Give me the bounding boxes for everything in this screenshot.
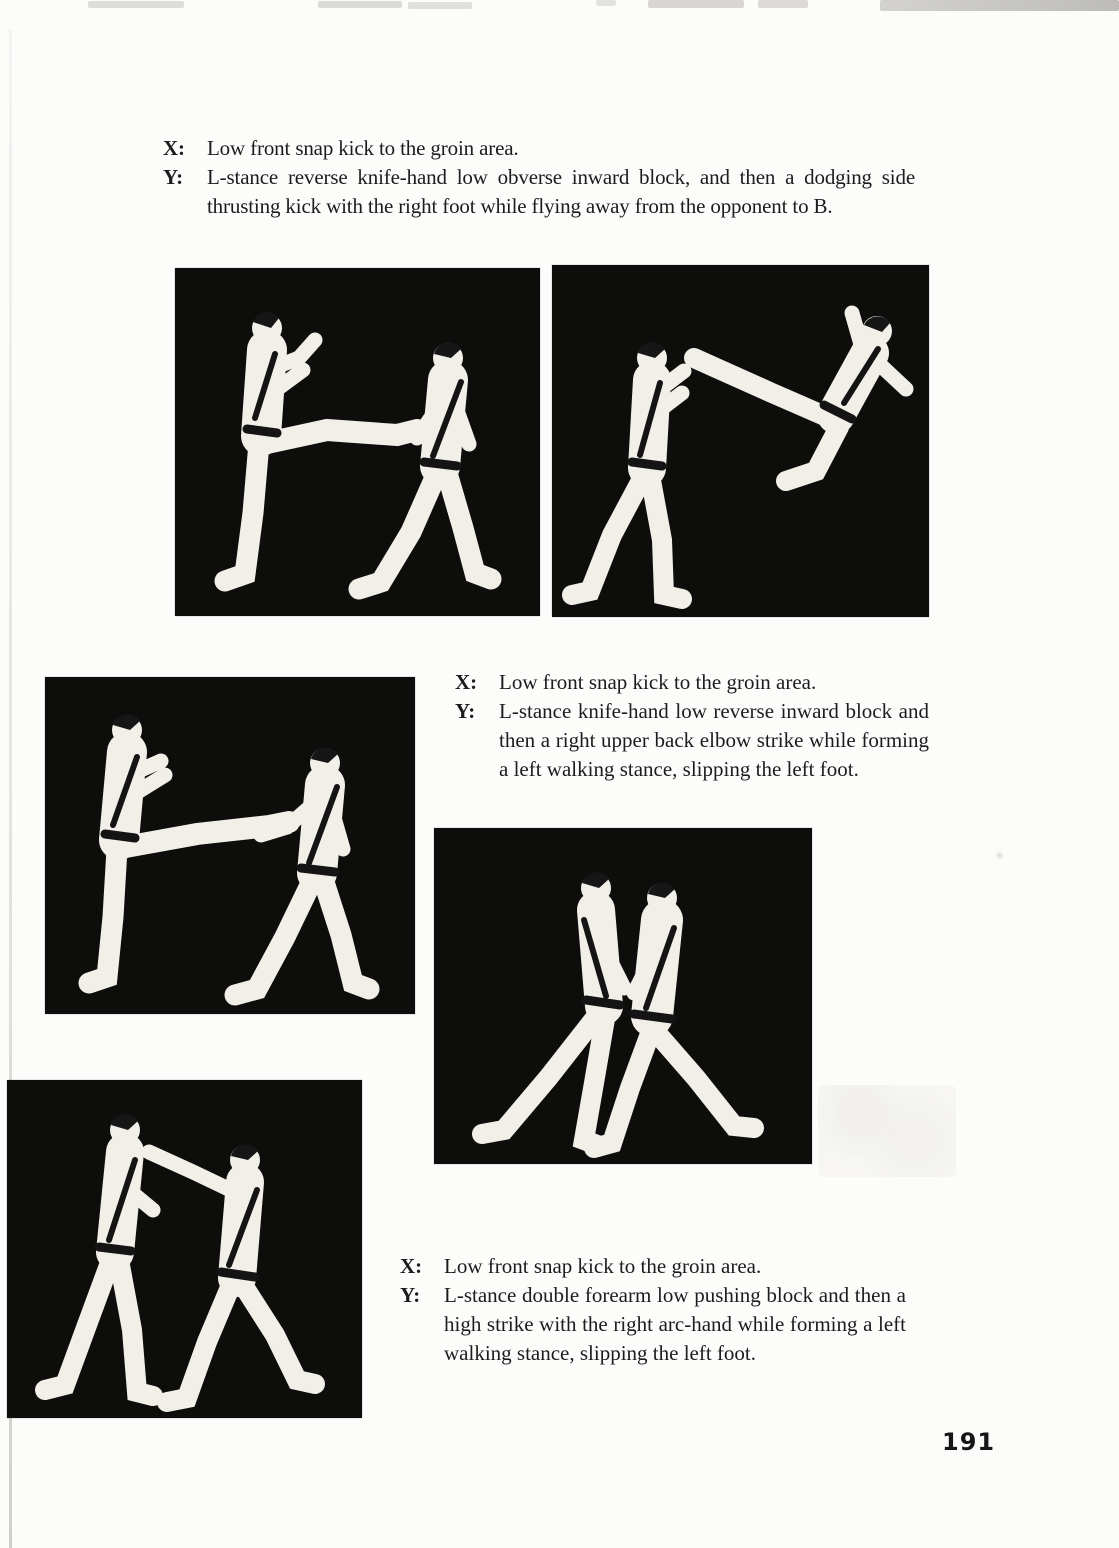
scan-artifact [88, 1, 184, 8]
photo-knife-hand-low-block [45, 677, 415, 1014]
y-text: L-stance reverse knife-hand low obverse inward block, and then a dodging side thrusting kick with the right foot while flying away from the opponent to B. [207, 165, 915, 218]
x-instruction [455, 668, 929, 697]
y-instruction [455, 697, 929, 784]
photo-flying-side-thrusting-kick [552, 265, 929, 617]
x-instruction [163, 134, 915, 163]
scan-artifact [596, 0, 616, 6]
scan-artifact [408, 2, 472, 9]
x-instruction [400, 1252, 906, 1281]
x-label: X: [400, 1254, 423, 1278]
y-instruction [400, 1281, 906, 1368]
y-label: Y: [455, 699, 476, 723]
technique-text-block-1 [163, 134, 915, 221]
scan-artifact [648, 0, 744, 8]
x-text: Low front snap kick to the groin area. [444, 1254, 762, 1278]
technique-text-block-2 [455, 668, 929, 784]
x-label: X: [163, 136, 185, 160]
x-text: Low front snap kick to the groin area. [499, 670, 817, 694]
page-bleed-through [818, 1085, 956, 1177]
photo-front-snap-kick [175, 268, 540, 616]
scan-speck [995, 851, 1004, 860]
y-label: Y: [400, 1283, 421, 1307]
scan-artifact [318, 1, 402, 8]
scan-artifact [880, 0, 1119, 11]
y-text: L-stance knife-hand low reverse inward block and then a right upper back elbow strike while forming a left walking stance, slipping the left foot. [499, 699, 929, 781]
photo-back-elbow-strike [434, 828, 812, 1164]
page-number: 191 [942, 1428, 996, 1456]
scan-artifact [758, 0, 808, 8]
x-text: Low front snap kick to the groin area. [207, 136, 519, 160]
y-text: L-stance double forearm low pushing block and then a high strike with the right arc-hand while forming a left walking stance, slipping the left foot. [444, 1283, 906, 1365]
photo-arc-hand-strike [7, 1080, 362, 1418]
y-label: Y: [163, 165, 183, 189]
y-instruction [163, 163, 915, 221]
x-label: X: [455, 670, 478, 694]
technique-text-block-3 [400, 1252, 906, 1368]
